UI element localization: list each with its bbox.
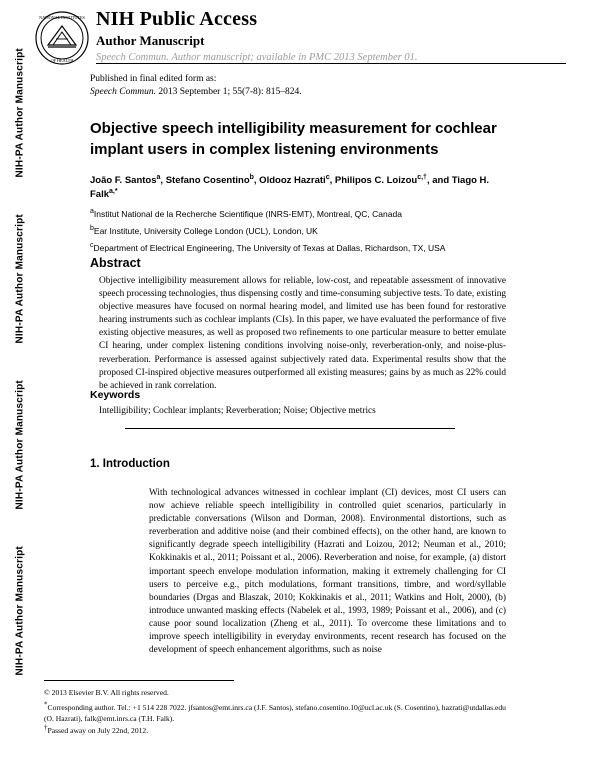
svg-text:NATIONAL INSTITUTES: NATIONAL INSTITUTES	[39, 15, 85, 20]
abstract-text: Objective intelligibility measurement allows for reliable, low-cost, and repeatable assessment of innovative speech processing technologies, thus dispensing costly and time-consuming subjective tests. To date, existing objective measures have focused on normal hearing model, and limited use has been found for restorative hearing instruments such as cochlear implants (CIs). In this paper, we have evaluated the performance of five existing objective measures, as well as proposed two refinements to one particular measure to better emulate CI hearing, under complex listening conditions involving noise-only, reverberation-only, and noise-plus-reverberation. Performance is assessed against subjectively rated data. Experimental results show that the proposed CI-inspired objective measures outperformed all existing measures; gains by as much as 22% could be achieved in rank correlation.	[99, 276, 506, 391]
abstract-heading: Abstract	[90, 256, 141, 270]
sidebar-watermark-4: NIH-PA Author Manuscript	[14, 546, 26, 676]
page-title: Objective speech intelligibility measurement for cochlear implant users in complex listening environments	[90, 120, 497, 158]
pmc-sidebar	[0, 0, 34, 776]
pmc-availability-note: Speech Commun. Author manuscript; available in PMC 2013 September 01.	[96, 52, 418, 63]
section-1-text: With technological advances witnessed in cochlear implant (CI) devices, most CI users can now achieve reliable speech intelligibility in controlled quiet scenarios, particularly in predictable conversations (Wilson and Dorman, 2008). Environmental distortions, such as reverberation and additive noise (and their combined effects), on the other hand, are known to significantly degrade speech intelligibility (Hazrati and Loizou, 2012; Neuman et al., 2010; Kokkinakis et al., 2011; Poissant et al., 2006). Reverberation and noise, for example, (a) distort important speech envelope modulation information, making it extremely challenging for CI users to perceive e.g., pitch modulations, formant transitions, timbre, and word/syllable boundaries (Drgas and Blaszak, 2010; Kokkinakis et al., 2011; Watkins and Holt, 2000), (b) introduce unwanted masking effects (Nabelek et al., 1993, 1989; Poissant et al., 2006), and (c) cause poor sound localization (Zheng et al., 2011). To overcome these limitations and to improve speech intelligibility in everyday environments, recent research has focused on the development of speech enhancement algorithms, such as noise	[149, 488, 506, 656]
nih-seal-logo	[34, 10, 90, 66]
published-info	[90, 73, 550, 99]
journal-details: 2013 September 1; 55(7-8): 815–824.	[155, 87, 302, 97]
keywords-heading: Keywords	[90, 389, 141, 401]
affiliation-b: $^b$Ear Institute, University College London (UCL), London, UK	[90, 225, 318, 236]
affiliation-list	[90, 206, 530, 257]
footnote-corresponding-text: Corresponding author. Tel.: +1 514 228 7022. jfsantos@emt.inrs.ca (J.F. Santos), stefano.cosentino.10@ucl.ac.uk (S. Cosentino), hazrati@utdallas.edu (O. Hazrati), falk@emt.inrs.ca (T.H. Falk).	[44, 703, 506, 723]
affiliation-b-text: Ear Institute, University College London (UCL), London, UK	[93, 226, 318, 236]
affiliation-a-text: Institut National de la Recherche Scientifique (INRS-EMT), Montreal, QC, Canada	[93, 209, 402, 219]
section-1-heading: 1. Introduction	[90, 458, 170, 470]
sidebar-watermark-3: NIH-PA Author Manuscript	[14, 380, 26, 510]
sidebar-watermark-1: NIH-PA Author Manuscript	[14, 48, 26, 178]
journal-name: Speech Commun.	[90, 87, 156, 97]
svg-text:OF HEALTH: OF HEALTH	[50, 58, 74, 63]
footnote-deceased: †Passed away on July 22nd, 2012.	[44, 723, 149, 736]
published-citation	[90, 86, 550, 99]
footnote-divider	[44, 680, 234, 681]
affiliation-c-text: Department of Electrical Engineering, The University of Texas at Dallas, Richardson, TX, USA	[93, 243, 446, 253]
nih-header	[34, 8, 576, 70]
footnote-copyright: © 2013 Elsevier B.V. All rights reserved.	[44, 688, 169, 697]
author-manuscript-subtitle: Author Manuscript	[96, 33, 205, 48]
footnote-block	[44, 688, 514, 739]
keywords-text: Intelligibility; Cochlear implants; Reverberation; Noise; Objective metrics	[99, 406, 376, 416]
footnote-deceased-text: Passed away on July 22nd, 2012.	[47, 726, 149, 736]
footnote-corresponding-author: *Corresponding author. Tel.: +1 514 228 7022. jfsantos@emt.inrs.ca (J.F. Santos), stefano.cosentino.10@ucl.ac.uk (S. Cosentino), hazrati@utdallas.edu (O. Hazrati), falk@emt.inrs.ca (T.H. Falk).	[44, 700, 506, 723]
section-divider	[125, 428, 455, 429]
header-divider	[96, 63, 566, 64]
affiliation-c: $^c$Department of Electrical Engineering, The University of Texas at Dallas, Richardson, TX, USA	[90, 242, 446, 253]
nih-public-access-title: NIH Public Access	[96, 8, 258, 30]
published-label: Published in final edited form as:	[90, 74, 217, 84]
header-text-block	[96, 8, 566, 63]
sidebar-watermark-2: NIH-PA Author Manuscript	[14, 214, 26, 344]
author-list: João F. Santos$^a$, Stefano Cosentino$^b$, Oldooz Hazrati$^c$, Philipos C. Loizou$^{c,\dagger}$, and Tiago H. Falk$^{a,*}$	[90, 173, 490, 200]
affiliation-a: $^a$Institut National de la Recherche Scientifique (INRS-EMT), Montreal, QC, Canada	[90, 208, 402, 219]
